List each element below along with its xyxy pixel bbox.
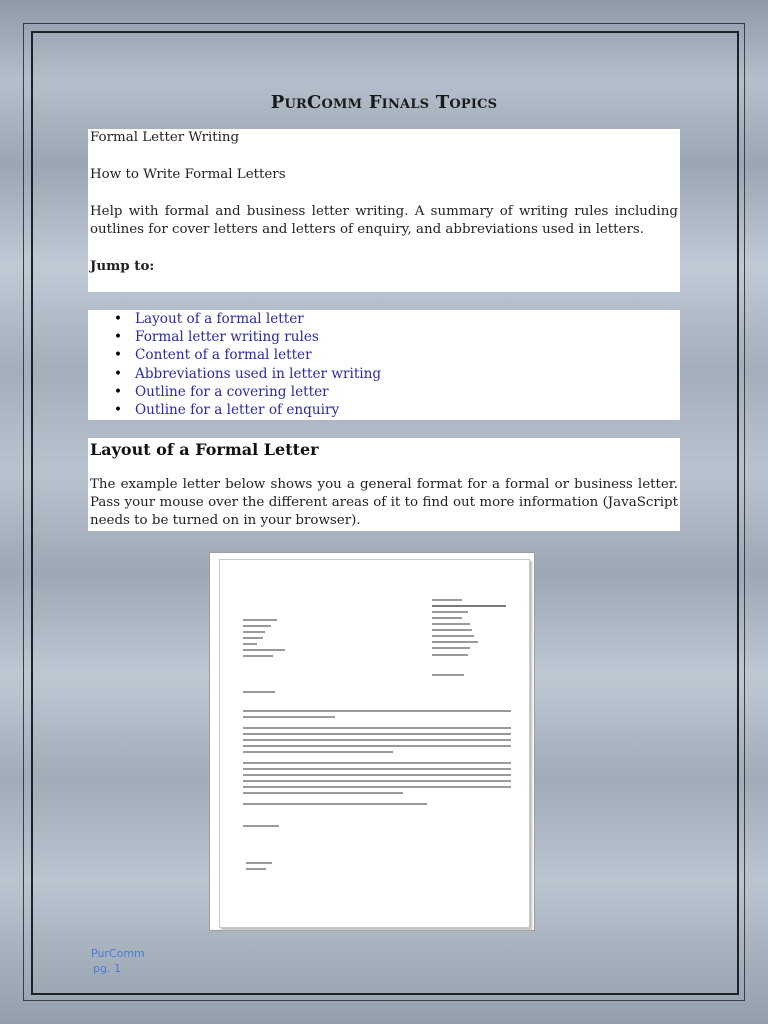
layout-section bbox=[88, 438, 680, 531]
link-covering-letter[interactable]: • Outline for a covering letter bbox=[135, 383, 680, 401]
example-letter-image[interactable] bbox=[209, 552, 535, 931]
intro-summary: Help with formal and business letter writing. A summary of writing rules including outlines for cover letters and letters of enquiry, and abbreviations used in letters. bbox=[90, 204, 678, 237]
footer bbox=[91, 946, 145, 976]
layout-body: The example letter below shows you a general format for a formal or business letter. Pass your mouse over the different areas of it to find out more information (JavaScript needs to be turned on in your browser). bbox=[90, 477, 678, 528]
footer-name: PurComm bbox=[91, 947, 145, 960]
jump-links-list bbox=[88, 310, 680, 419]
jump-links-box bbox=[88, 310, 680, 420]
letter-page-thumbnail bbox=[219, 559, 530, 928]
intro-subheading: How to Write Formal Letters bbox=[90, 167, 286, 182]
link-layout[interactable]: • Layout of a formal letter bbox=[135, 310, 680, 328]
intro-box bbox=[88, 129, 680, 292]
link-abbreviations[interactable]: • Abbreviations used in letter writing bbox=[135, 365, 680, 383]
page-title: PurComm Finals Topics bbox=[270, 92, 498, 113]
link-writing-rules[interactable]: • Formal letter writing rules bbox=[135, 328, 680, 346]
intro-heading: Formal Letter Writing bbox=[90, 130, 240, 145]
link-content[interactable]: • Content of a formal letter bbox=[135, 346, 680, 364]
link-letter-of-enquiry[interactable]: • Outline for a letter of enquiry bbox=[135, 401, 680, 419]
jump-to-label: Jump to: bbox=[90, 258, 155, 274]
layout-heading: Layout of a Formal Letter bbox=[90, 440, 319, 459]
footer-page-number: pg. 1 bbox=[93, 962, 121, 975]
